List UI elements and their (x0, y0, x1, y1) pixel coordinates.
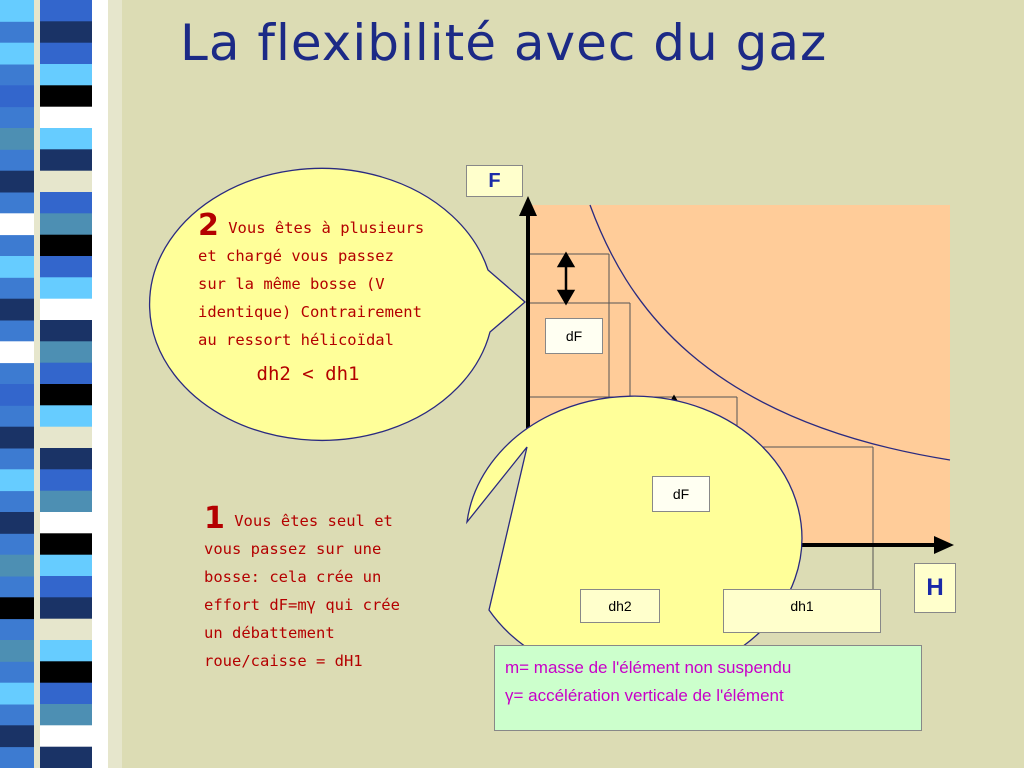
legend-line-mass: m= masse de l'élément non suspendu (505, 658, 792, 677)
bubble-2-line-2: et chargé vous passez (198, 247, 394, 265)
bubble-2-line-1: Vous êtes à plusieurs (228, 219, 425, 237)
speech-bubble-1 (467, 396, 802, 680)
bubble-1-text (204, 501, 444, 675)
df-label-upper: dF (545, 318, 603, 354)
bubble-1-line-1: Vous êtes seul et (234, 512, 393, 530)
df-label-lower: dF (652, 476, 710, 512)
legend-box (494, 645, 922, 731)
legend-line-acceleration: γ= accélération verticale de l'élément (505, 686, 784, 705)
bubble-2-line-5: au ressort hélicoïdal (198, 331, 394, 349)
page-title: La flexibilité avec du gaz (180, 14, 828, 72)
bubble-1-line-3: bosse: cela crée un (204, 568, 382, 586)
bubble-1-line-5: un débattement (204, 624, 335, 642)
bubble-2-number: 2 (198, 208, 219, 243)
bubble-1-line-2: vous passez sur une (204, 540, 382, 558)
bubble-1-number: 1 (204, 501, 225, 536)
bubble-1-line-6: roue/caisse = dH1 (204, 652, 363, 670)
dh2-label: dh2 (580, 589, 660, 623)
dh1-label: dh1 (723, 589, 881, 633)
y-axis-label-f: F (466, 165, 523, 197)
bubble-2-line-3: sur la même bosse (V (198, 275, 385, 293)
bubble-2-text (198, 208, 458, 388)
bubble-2-line-4: identique) Contrairement (198, 303, 422, 321)
bubble-2-inequality: dh2 < dh1 (256, 363, 360, 385)
x-axis-label-h: H (914, 563, 956, 613)
bubble-1-line-4: effort dF=mγ qui crée (204, 596, 400, 614)
